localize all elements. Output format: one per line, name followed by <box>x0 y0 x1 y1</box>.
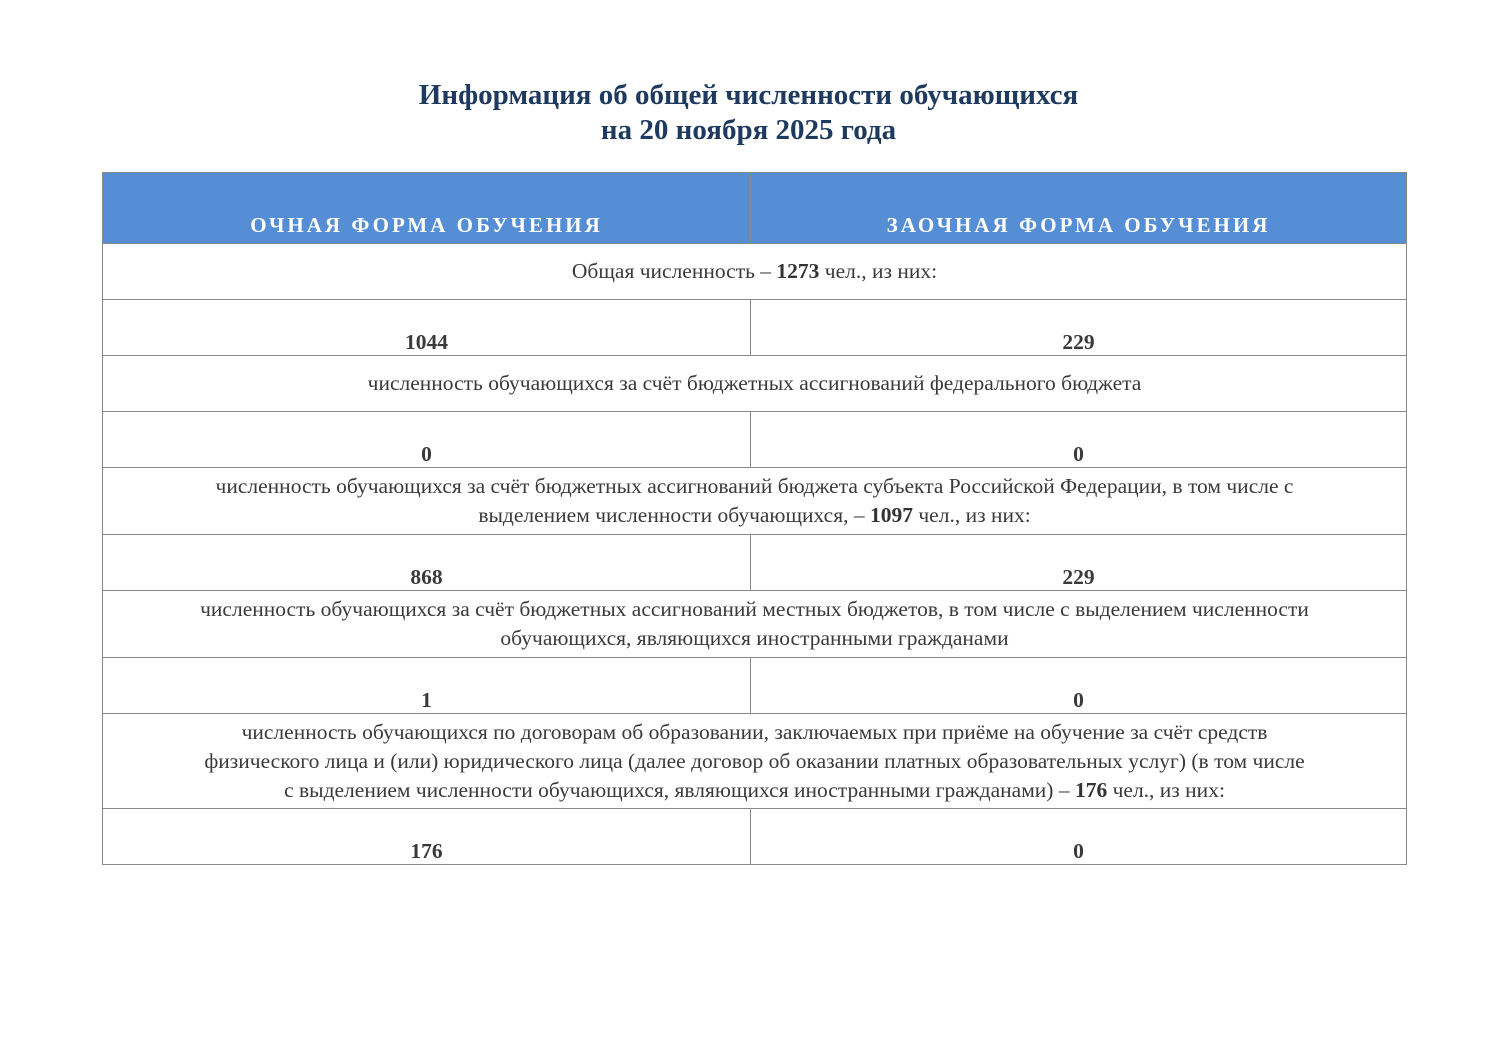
total-row <box>103 244 1407 300</box>
regional-part-time-value: 229 <box>751 535 1407 591</box>
federal-values-row <box>103 412 1407 468</box>
paid-row <box>103 714 1407 809</box>
header-row <box>103 173 1407 244</box>
federal-description: численность обучающихся за счёт бюджетных ассигнований федерального бюджета <box>103 356 1407 412</box>
total-description: Общая численность – 1273 чел., из них: <box>103 244 1407 300</box>
local-part-time-value: 0 <box>751 658 1407 714</box>
page-title-line-1: Информация об общей численности обучающихся <box>418 79 1079 111</box>
local-values-row <box>103 658 1407 714</box>
regional-row <box>103 468 1407 535</box>
paid-description: численность обучающихся по договорам об образовании, заключаемых при приёме на обучение за счёт средств физического лица и (или) юридического лица (далее договор об оказании платных образовательных услуг) (в том числе с выделением численности обучающихся, являющихся иностранными гражданами) – 176 чел., из них: <box>103 714 1407 809</box>
regional-full-time-value: 868 <box>103 535 751 591</box>
regional-values-row <box>103 535 1407 591</box>
total-full-time-value: 1044 <box>103 300 751 356</box>
page-title-line-2: на 20 ноября 2025 года <box>600 114 897 146</box>
total-count: 1273 <box>776 259 820 283</box>
total-part-time-value: 229 <box>751 300 1407 356</box>
header-full-time: ОЧНАЯ ФОРМА ОБУЧЕНИЯ <box>103 173 751 244</box>
local-row <box>103 591 1407 658</box>
paid-count: 176 <box>1074 777 1108 802</box>
regional-description: численность обучающихся за счёт бюджетных ассигнований бюджета субъекта Российской Федерации, в том числе с выделением численности обучающихся, – 1097 чел., из них: <box>103 468 1407 535</box>
local-full-time-value: 1 <box>103 658 751 714</box>
students-table <box>102 172 1407 865</box>
regional-count: 1097 <box>869 503 913 527</box>
federal-full-time-value: 0 <box>103 412 751 468</box>
federal-part-time-value: 0 <box>751 412 1407 468</box>
paid-part-time-value: 0 <box>751 809 1407 865</box>
total-values-row <box>103 300 1407 356</box>
federal-row <box>103 356 1407 412</box>
page-title <box>0 78 1497 148</box>
paid-full-time-value: 176 <box>103 809 751 865</box>
header-part-time: ЗАОЧНАЯ ФОРМА ОБУЧЕНИЯ <box>751 173 1407 244</box>
local-description: численность обучающихся за счёт бюджетных ассигнований местных бюджетов, в том числе с выделением численности обучающихся, являющихся иностранными гражданами <box>103 591 1407 658</box>
paid-values-row <box>103 809 1407 865</box>
